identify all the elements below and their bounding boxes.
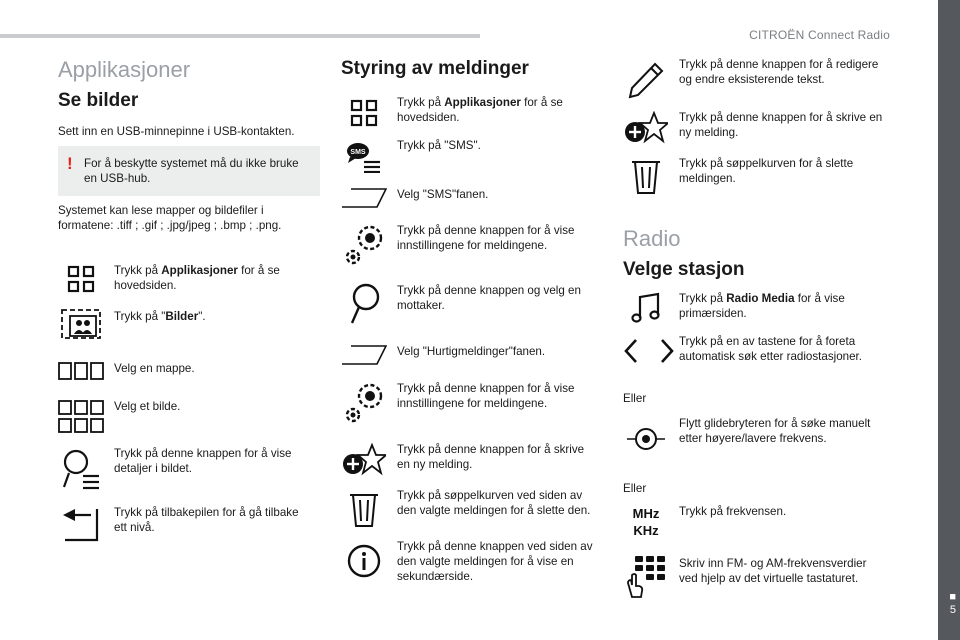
instruction-row bbox=[58, 259, 320, 299]
settings-gears-icon bbox=[341, 221, 387, 267]
instruction-row bbox=[341, 93, 603, 133]
running-head: CITROËN Connect Radio bbox=[749, 28, 890, 42]
frequency-icon bbox=[623, 502, 669, 542]
row-text: Trykk på denne knappen for å vise detaljer i bildet. bbox=[114, 447, 292, 475]
row-text: Trykk på søppelkurven for å slette meldingen. bbox=[679, 157, 854, 185]
section-title-radio: Radio bbox=[623, 226, 681, 251]
page-sidebar bbox=[938, 0, 960, 640]
slider-icon bbox=[623, 416, 669, 462]
instruction-row bbox=[341, 221, 603, 267]
trash-icon bbox=[623, 154, 669, 200]
row-text: Trykk på frekvensen. bbox=[679, 505, 787, 518]
row-text: Trykk på denne knappen for å vise innstillingene for meldingene. bbox=[397, 224, 575, 252]
or-label: Eller bbox=[623, 392, 647, 405]
instruction-row bbox=[341, 538, 603, 584]
continuation-marker: ■ bbox=[949, 591, 956, 603]
instruction-row bbox=[341, 281, 603, 327]
instruction-row bbox=[341, 440, 603, 480]
row-text: Trykk på "Bilder". bbox=[114, 310, 206, 323]
row-text: Velg "Hurtigmeldinger"fanen. bbox=[397, 345, 546, 358]
back-arrow-icon bbox=[58, 503, 104, 547]
row-text: Trykk på denne knappen ved siden av den valgte meldingen for å vise en sekundærside. bbox=[397, 540, 593, 583]
photos-icon bbox=[58, 305, 104, 345]
row-text: Trykk på denne knappen og velg en mottaker. bbox=[397, 284, 581, 312]
warning-mark: ! bbox=[67, 154, 73, 173]
instruction-row bbox=[623, 552, 888, 602]
instruction-row bbox=[58, 305, 320, 345]
row-text: Trykk på "SMS". bbox=[397, 139, 481, 152]
row-text: Trykk på søppelkurven ved siden av den valgte meldingen for å slette den. bbox=[397, 489, 591, 517]
row-text: Velg en mappe. bbox=[114, 362, 195, 375]
row-text: Trykk på denne knappen for å skrive en ny melding. bbox=[679, 111, 883, 139]
row-text: Velg et bilde. bbox=[114, 400, 181, 413]
row-text: Trykk på denne knappen for å vise innstillingene for meldingene. bbox=[397, 382, 575, 410]
row-text: Trykk på denne knappen for å redigere og endre eksisterende tekst. bbox=[679, 58, 879, 86]
row-text: Trykk på Radio Media for å vise primærsiden. bbox=[679, 292, 845, 320]
row-text: Velg "SMS"fanen. bbox=[397, 188, 489, 201]
heading-velge-stasjon: Velge stasjon bbox=[623, 259, 745, 280]
prev-next-chevrons-icon bbox=[623, 331, 675, 371]
tab-icon bbox=[341, 183, 387, 213]
instruction-row bbox=[58, 351, 320, 391]
row-text: Trykk på tilbakepilen for å gå tilbake ett nivå. bbox=[114, 506, 299, 534]
heading-se-bilder: Se bilder bbox=[58, 90, 139, 111]
instruction-row bbox=[58, 503, 320, 547]
top-rule bbox=[0, 34, 480, 38]
instruction-row bbox=[341, 340, 603, 370]
khz-label: KHz bbox=[633, 523, 659, 538]
settings-gears-icon bbox=[341, 379, 387, 425]
row-text: Trykk på denne knappen for å skrive en ny melding. bbox=[397, 443, 585, 471]
trash-icon bbox=[341, 487, 387, 533]
sms-icon-label: SMS bbox=[350, 149, 366, 156]
pencil-icon bbox=[623, 57, 669, 103]
row-text: Flytt glidebryteren for å søke manuelt etter høyere/lavere frekvens. bbox=[679, 417, 871, 445]
search-details-icon bbox=[58, 446, 104, 492]
or-label: Eller bbox=[623, 482, 647, 495]
heading-styring-av-meldinger: Styring av meldinger bbox=[341, 58, 529, 79]
intro-text: Sett inn en USB-minnepinne i USB-kontakten. bbox=[58, 125, 295, 138]
page-number bbox=[938, 591, 956, 617]
instruction-row bbox=[623, 108, 888, 148]
warning-box bbox=[58, 146, 320, 196]
instruction-row bbox=[623, 416, 888, 462]
search-icon bbox=[341, 281, 387, 327]
row-text: Skriv inn FM- og AM-frekvensverdier ved hjelp av det virtuelle tastaturet. bbox=[679, 557, 867, 585]
mhz-label: MHz bbox=[632, 506, 660, 521]
instruction-row bbox=[623, 331, 888, 371]
row-text: Trykk på Applikasjoner for å se hovedsiden. bbox=[114, 264, 280, 292]
row-text: Trykk på Applikasjoner for å se hovedsiden. bbox=[397, 96, 563, 124]
info-icon bbox=[341, 538, 387, 584]
add-favorite-icon bbox=[623, 108, 669, 148]
instruction-row bbox=[341, 487, 603, 533]
instruction-row bbox=[58, 446, 320, 492]
folders-row-icon bbox=[58, 351, 104, 391]
instruction-row bbox=[341, 183, 603, 213]
instruction-row bbox=[341, 379, 603, 425]
section-title: Applikasjoner bbox=[58, 57, 191, 82]
instruction-row bbox=[623, 57, 888, 103]
sms-icon bbox=[341, 136, 387, 176]
add-favorite-icon bbox=[341, 440, 387, 480]
instruction-row bbox=[341, 136, 603, 176]
music-note-icon bbox=[623, 288, 669, 328]
apps-grid-icon bbox=[341, 93, 387, 133]
formats-text: Systemet kan lese mapper og bildefiler i formatene: .tiff ; .gif ; .jpg/jpeg ; .bmp ; .png. bbox=[58, 204, 282, 232]
warning-text: For å beskytte systemet må du ikke bruke en USB-hub. bbox=[84, 157, 299, 185]
instruction-row bbox=[623, 288, 888, 328]
page-number-value: 5 bbox=[949, 604, 956, 616]
instruction-row bbox=[623, 154, 888, 200]
tab-icon bbox=[341, 340, 387, 370]
images-grid-icon bbox=[58, 395, 104, 439]
instruction-row bbox=[623, 502, 888, 542]
apps-grid-icon bbox=[58, 259, 104, 299]
instruction-row bbox=[58, 395, 320, 439]
row-text: Trykk på en av tastene for å foreta automatisk søk etter radiostasjoner. bbox=[679, 335, 863, 363]
keypad-icon bbox=[623, 552, 669, 602]
